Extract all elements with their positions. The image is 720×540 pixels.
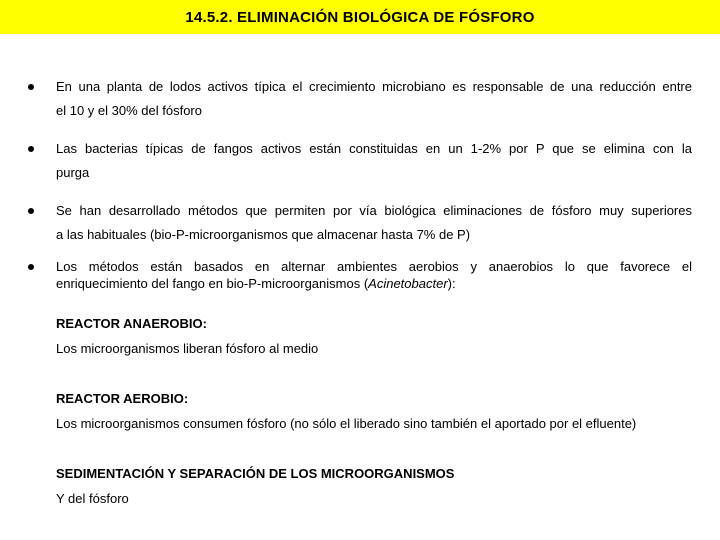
acinetobacter-italic: Acinetobacter [368,276,448,291]
bullet-4-line-1: Los métodos están basados en alternar ambientes aerobios y anaerobios lo que favorece el [56,259,692,274]
page-title: 14.5.2. ELIMINACIÓN BIOLÓGICA DE FÓSFORO [185,8,535,26]
bullet-3-line-1: Se han desarrollado métodos que permiten por vía biológica eliminaciones de fósforo muy superiores [56,203,692,218]
bullet-1-line-2: el 10 y el 30% del fósforo [56,103,202,118]
aerobic-reactor-text: Los microorganismos consumen fósforo (no sólo el liberado sino también el aportado por el efluente) [56,416,637,431]
bullet-dot-1 [28,84,34,90]
bullet-4-line-2-prefix: enriquecimiento del fango en bio-P-microorganismos ( [56,276,369,291]
anaerobic-reactor-text: Los microorganismos liberan fósforo al medio [56,341,319,356]
bullet-2-line-1: Las bacterias típicas de fangos activos están constituidas en un 1-2% por P que se elimina con la [56,141,692,156]
bullet-dot-3 [28,208,34,214]
bullet-3-line-2: a las habituales (bio-P-microorganismos que almacenar hasta 7% de P) [56,227,471,242]
bullet-1-line-1: En una planta de lodos activos típica el crecimiento microbiano es responsable de una reducción entre [56,79,692,94]
bullet-4-line-2-suffix: ): [447,276,456,291]
sedimentation-heading: SEDIMENTACIÓN Y SEPARACIÓN DE LOS MICROORGANISMOS [56,466,455,481]
title-banner [0,0,720,34]
bullet-2-line-2: purga [56,165,90,180]
aerobic-reactor-heading: REACTOR AEROBIO: [56,391,189,406]
bullet-4-line-2 [56,276,456,291]
bullet-dot-2 [28,146,34,152]
bullet-dot-4 [28,264,34,270]
anaerobic-reactor-heading: REACTOR ANAEROBIO: [56,316,207,331]
sedimentation-text: Y del fósforo [56,491,129,506]
